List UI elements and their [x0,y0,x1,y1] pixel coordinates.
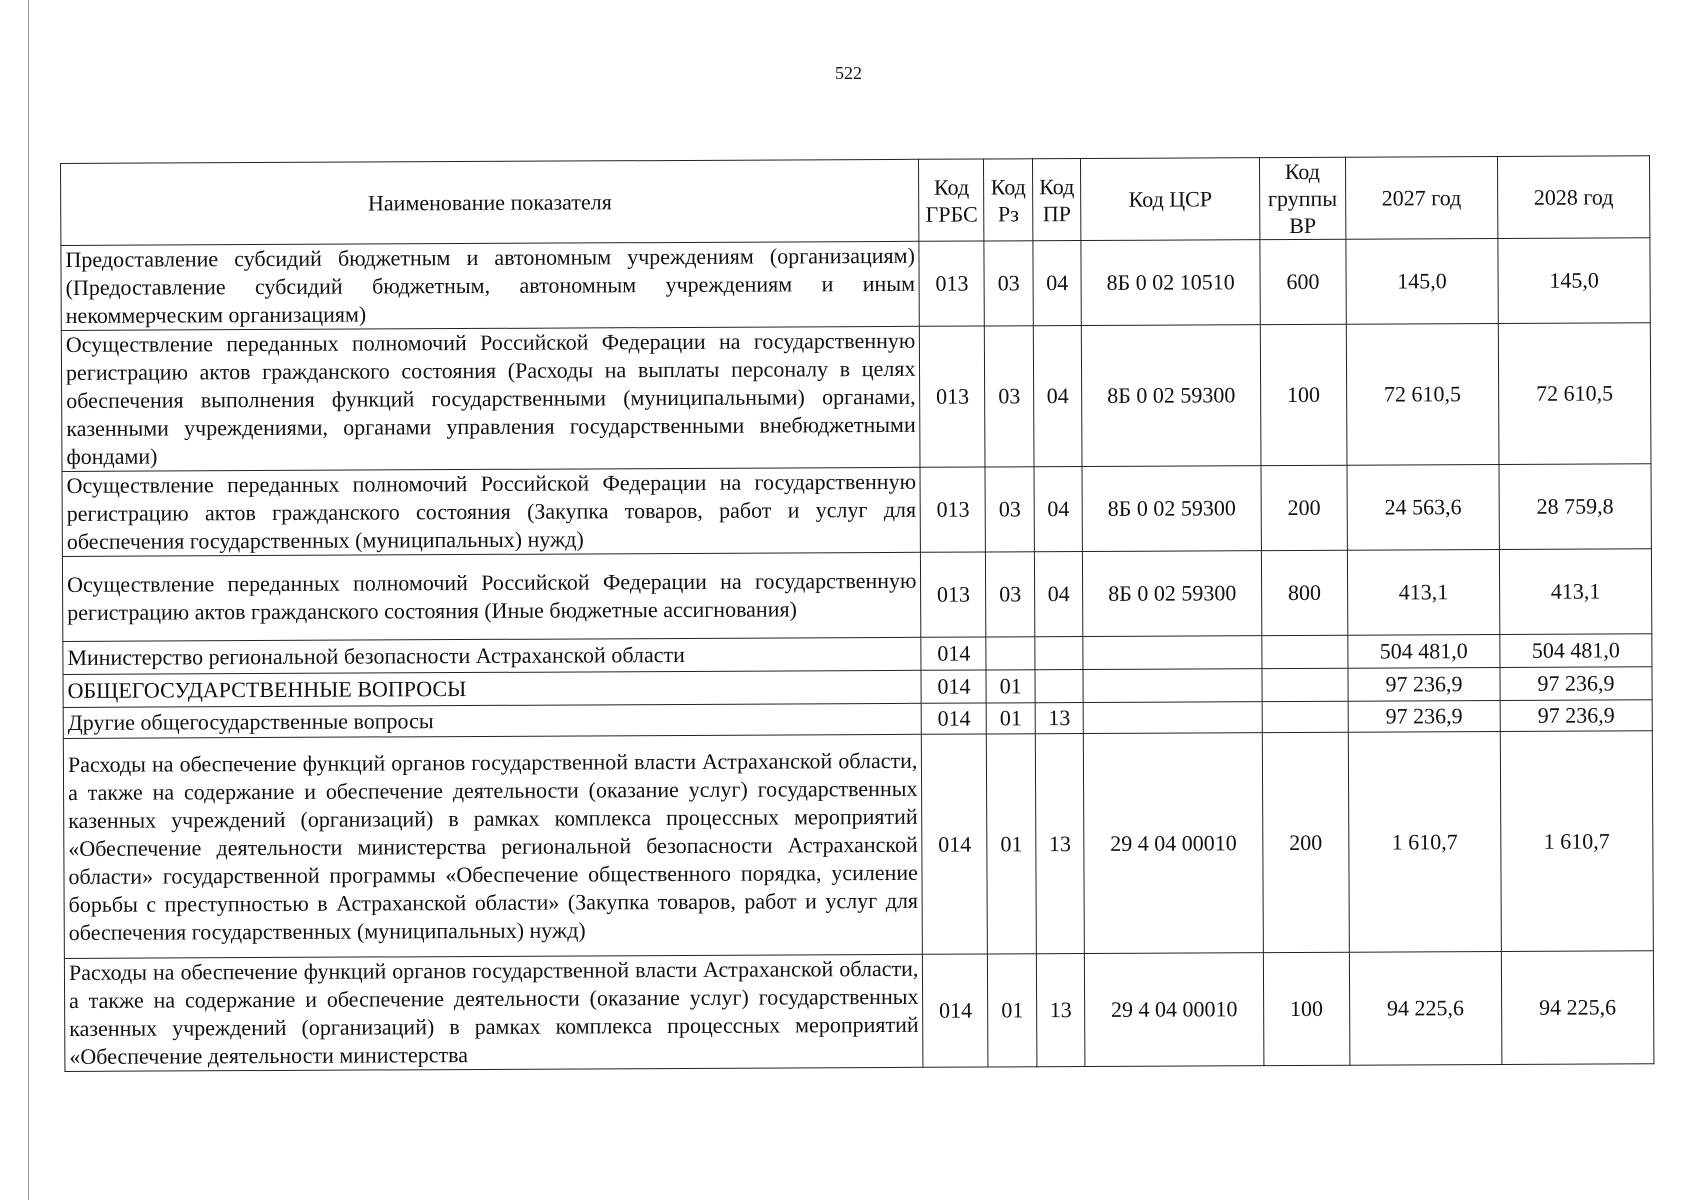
header-rz: Код Рз [984,159,1033,241]
row-csr: 8Б 0 02 59300 [1082,466,1261,552]
row-pr: 13 [1035,703,1084,734]
row-rz [986,637,1035,670]
row-2028: 28 759,8 [1499,464,1652,550]
header-pr: Код ПР [1032,159,1081,241]
row-rz: 01 [987,734,1037,954]
row-rz: 03 [985,467,1034,552]
row-grbs: 013 [920,326,986,467]
binding-margin-line [28,0,29,1200]
row-2028: 504 481,0 [1500,634,1652,668]
row-rz: 01 [988,954,1037,1067]
row-rz: 03 [984,241,1033,326]
row-rz: 03 [986,552,1035,637]
row-2027: 94 225,6 [1349,951,1502,1065]
row-name: Министерство региональной безопасности Астраханской области [63,637,922,674]
row-csr [1084,702,1263,734]
row-rz: 01 [987,703,1036,734]
row-vr: 200 [1262,732,1349,952]
row-2027: 97 236,9 [1348,700,1500,732]
row-name: ОБЩЕГОСУДАРСТВЕННЫЕ ВОПРОСЫ [63,670,922,707]
row-pr [1035,670,1084,703]
row-pr: 13 [1036,954,1085,1067]
row-rz: 01 [986,670,1035,703]
row-csr: 8Б 0 02 59300 [1083,551,1262,637]
row-vr: 800 [1261,550,1347,635]
header-grbs: Код ГРБС [919,159,984,241]
row-2027: 1 610,7 [1348,731,1501,952]
row-pr: 04 [1034,467,1083,552]
row-grbs: 014 [921,637,986,670]
row-2028: 413,1 [1499,549,1652,635]
row-2028: 94 225,6 [1501,951,1654,1065]
table-row [62,549,1651,642]
row-csr [1083,636,1262,670]
row-vr [1262,635,1348,668]
row-rz: 03 [985,326,1034,467]
row-csr: 29 4 04 00010 [1085,953,1264,1067]
row-pr: 04 [1034,552,1083,637]
row-vr [1262,701,1348,732]
row-vr: 100 [1260,324,1347,465]
row-vr: 200 [1261,465,1347,550]
row-name: Осуществление переданных полномочий Российской Федерации на государственную регистрацию актов гражданского состояния (Иные бюджетные ассигнования) [62,552,921,641]
row-pr: 04 [1033,241,1082,326]
row-name: Осуществление переданных полномочий Российской Федерации на государственную регистрацию актов гражданского состояния (Расходы на выплаты персоналу в целях обеспечения выполнения функций государственными (муниципальными) органами, казенными учреждениями, органами управления государственными внебюджетными фондами) [61,326,920,471]
row-2028: 97 236,9 [1500,667,1652,701]
header-2028: 2028 год [1497,156,1650,239]
row-pr: 13 [1035,734,1085,954]
row-csr: 29 4 04 00010 [1084,733,1264,954]
table-row [64,951,1654,1072]
row-csr: 8Б 0 02 10510 [1081,240,1260,326]
row-2027: 72 610,5 [1346,323,1499,465]
row-2027: 413,1 [1347,549,1499,635]
row-vr [1262,668,1348,701]
budget-table [60,155,1654,1072]
row-name: Расходы на обеспечение функций органов государственной власти Астраханской области, а также на содержание и обеспечение деятельности (оказание услуг) государственных казенных учреждений (организаций) в рамках комплекса процессных мероприятий «Обеспечение деятельности министерства региональной безопасности Астраханской области» государственной программы «Обеспечение общественного порядка, усиление борьбы с преступностью в Астраханской области» (Закупка товаров, работ и услуг для обеспечения государственных (муниципальных) нужд) [63,734,922,958]
row-grbs: 014 [922,734,988,954]
row-2028: 97 236,9 [1500,700,1652,732]
header-2027: 2027 год [1345,156,1497,239]
table-row [61,323,1651,472]
row-2028: 145,0 [1498,238,1651,324]
row-grbs: 013 [920,467,985,552]
row-csr: 8Б 0 02 59300 [1082,325,1261,467]
row-2028: 1 610,7 [1500,731,1653,952]
row-grbs: 014 [921,670,986,703]
header-csr: Код ЦСР [1081,158,1260,241]
row-name: Предоставление субсидий бюджетным и автономным учреждениям (организациям) (Предоставление субсидий бюджетным, автономным учреждениям и иным некоммерческим организациям) [61,241,920,330]
table-row [61,238,1650,331]
row-2027: 24 563,6 [1347,464,1499,550]
table-header-row [61,156,1650,246]
row-2027: 504 481,0 [1348,634,1500,668]
row-pr: 04 [1033,326,1082,467]
row-name: Расходы на обеспечение функций органов государственной власти Астраханской области, а также на содержание и обеспечение деятельности (оказание услуг) государственных казенных учреждений (организаций) в рамках комплекса процессных мероприятий «Обеспечение деятельности министерства [64,954,923,1071]
header-name: Наименование показателя [61,159,920,245]
row-vr: 100 [1263,952,1349,1065]
page-number: 522 [835,63,862,83]
row-2028: 72 610,5 [1498,323,1651,465]
table-row [62,464,1651,557]
row-grbs: 013 [921,552,986,637]
row-pr [1035,637,1084,670]
table-row [63,731,1653,959]
row-csr [1083,669,1262,703]
row-grbs: 013 [919,241,984,326]
row-grbs: 014 [923,954,989,1067]
row-name: Другие общегосударственные вопросы [63,703,922,738]
row-name: Осуществление переданных полномочий Российской Федерации на государственную регистрацию актов гражданского состояния (Закупка товаров, работ и услуг для обеспечения государственных (муниципальных) нужд) [62,467,921,556]
row-vr: 600 [1260,239,1346,324]
row-2027: 97 236,9 [1348,667,1500,701]
header-vr: Код группы ВР [1259,157,1345,239]
row-grbs: 014 [922,703,987,734]
row-2027: 145,0 [1346,238,1498,324]
